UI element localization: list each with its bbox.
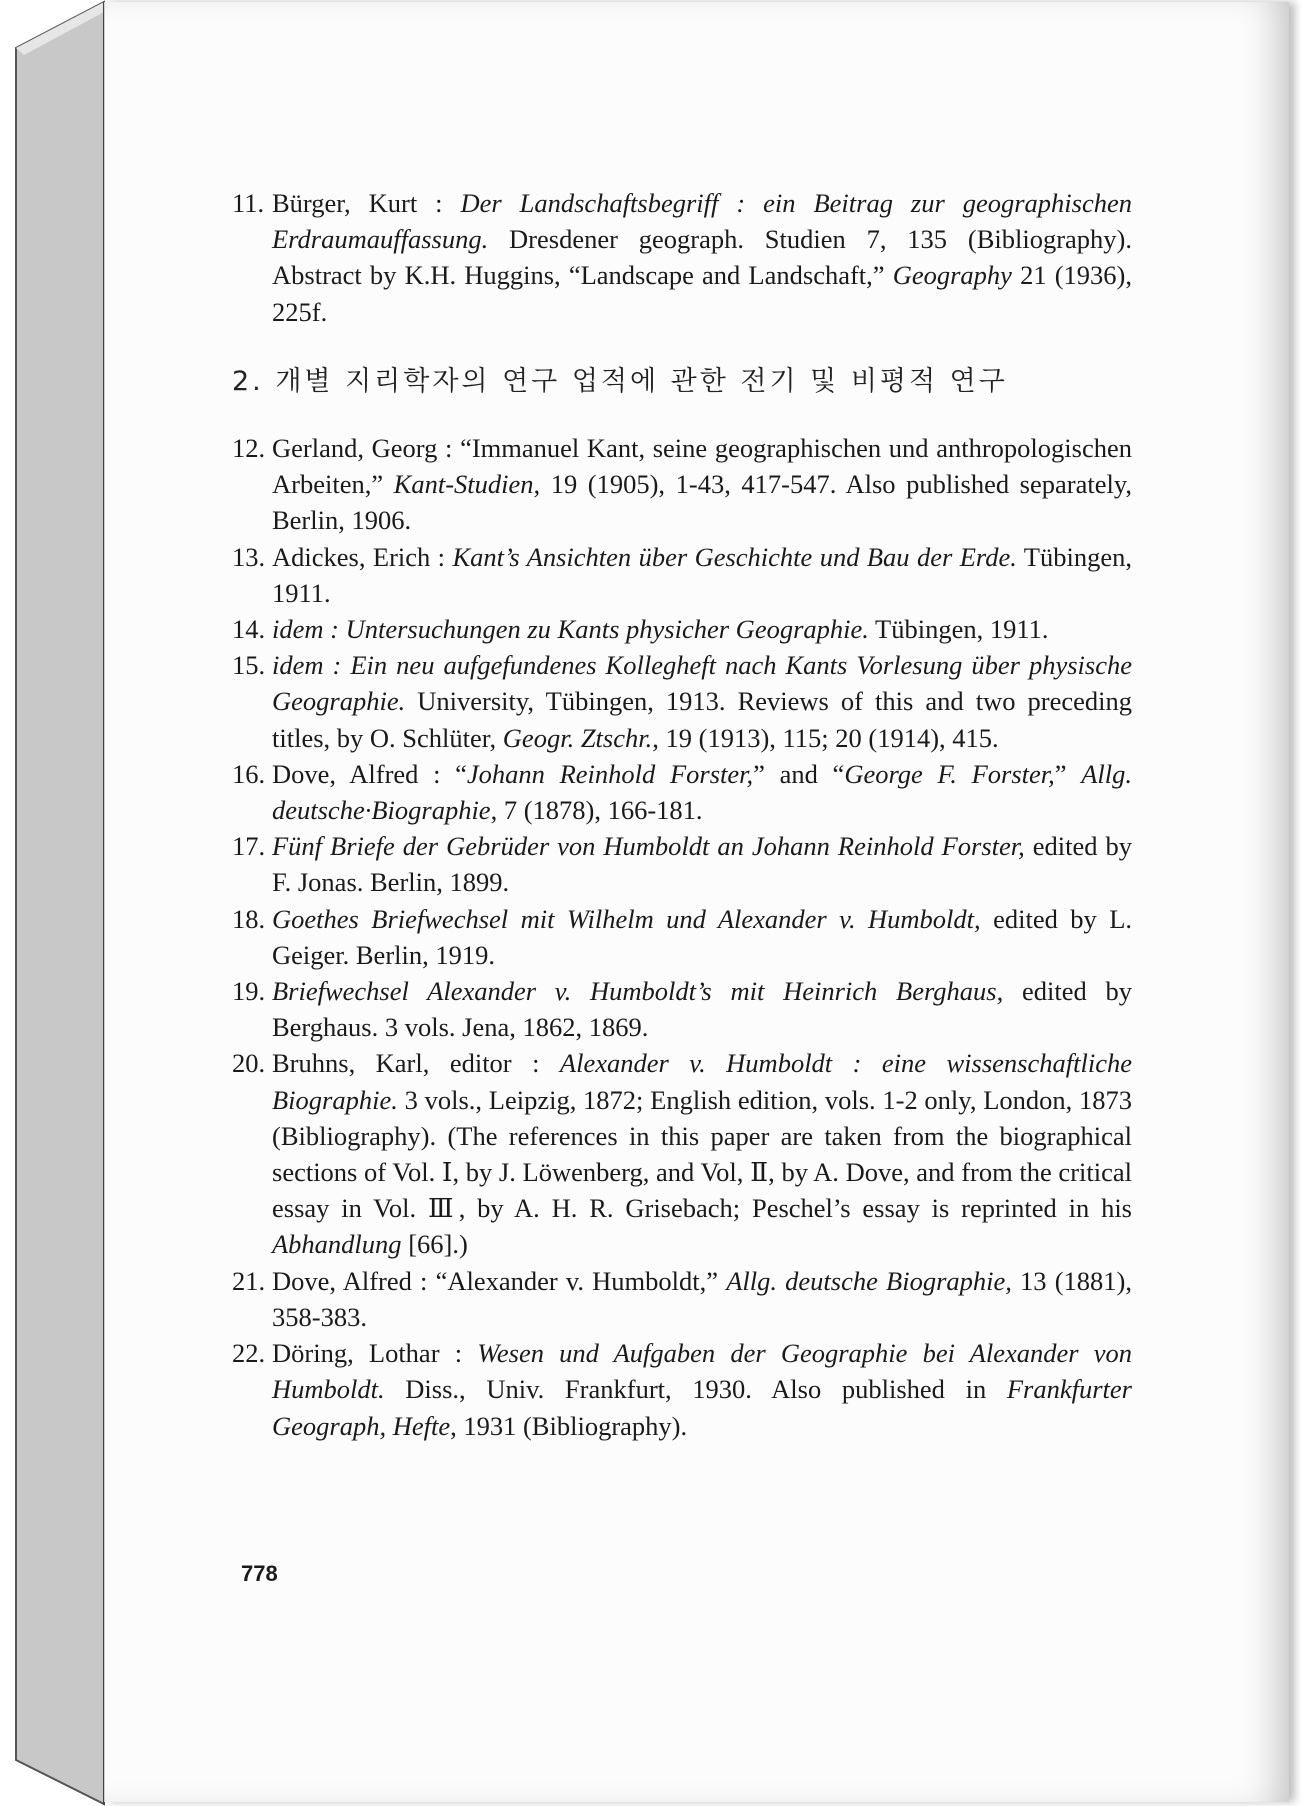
bibliography-entry: [232, 828, 1132, 900]
entry-number: 13.: [232, 541, 266, 572]
entry-text-segment: edited by F. Jonas. Berlin, 1899.: [272, 831, 1133, 898]
entry-number: 21.: [232, 1265, 266, 1296]
bibliography-list-part-2: [232, 430, 1132, 1444]
entry-number: 20.: [232, 1048, 266, 1079]
bibliography-entry: [232, 611, 1132, 647]
entry-title-italic: Kant-Studien,: [393, 469, 541, 500]
entry-title-italic: Allg. deutsche·Biographie: [272, 758, 1133, 826]
entry-number: 17.: [232, 831, 266, 862]
entry-text-segment: , 19 (1913), 115; 20 (1914), 415.: [652, 722, 999, 753]
section-heading: 2. 개별 지리학자의 연구 업적에 관한 전기 및 비평적 연구: [232, 365, 1008, 397]
entry-text-segment: 21 (1936), 225f.: [272, 260, 1133, 327]
entry-text: [272, 901, 1132, 973]
entry-text-segment: Dove, Alfred : “: [272, 758, 467, 789]
entry-number: 15.: [232, 650, 266, 681]
entry-text-segment: Dove, Alfred : “Alexander v. Humboldt,”: [272, 1265, 727, 1296]
entry-title-italic: Der Landschaftsbegriff : ein Beitrag zur geographischen Erdraumauffassung.: [272, 188, 1132, 255]
entry-number: 14.: [232, 614, 266, 645]
entry-title-italic: Geogr. Ztschr.: [502, 722, 653, 753]
entry-title-italic: Abhandlung: [272, 1229, 402, 1260]
bibliography-entry: [232, 1335, 1132, 1444]
entry-text: [272, 1045, 1132, 1262]
entry-text: [272, 611, 1132, 647]
entry-text: [272, 185, 1132, 330]
bibliography-entry: [232, 973, 1132, 1045]
entry-title-italic: Geography: [892, 260, 1012, 291]
entry-text-segment: , 7 (1878), 166-181.: [490, 795, 703, 826]
entry-text-segment: edited by Berghaus. 3 vols. Jena, 1862, 1869.: [272, 976, 1133, 1043]
entry-title-italic: Allg. deutsche Biographie,: [726, 1265, 1012, 1296]
bibliography-entry: [232, 756, 1132, 828]
entry-title-italic: Briefwechsel Alexander v. Humboldt’s mit Heinrich Berghaus,: [272, 976, 1004, 1007]
entry-title-italic: Frankfurter Geograph, Hefte: [272, 1374, 1132, 1441]
entry-text: [272, 756, 1132, 828]
bibliography-entry: [232, 185, 1132, 330]
entry-text-segment: Diss., Univ. Frankfurt, 1930. Also published in: [384, 1374, 1007, 1405]
entry-number: 11.: [232, 188, 265, 218]
entry-text-segment: 3 vols., Leipzig, 1872; English edition, vols. 1-2 only, London, 1873 (Bibliography). (The references in this paper are taken from the biographical sections of Vol. Ⅰ, by J. Löwenberg, and Vol, Ⅱ, by A. Dove, and from the critical essay in Vol. Ⅲ, by A. H. R. Grisebach; Peschel’s essay is reprinted in his: [272, 1084, 1132, 1224]
entry-text-segment: Bruhns, Karl, editor :: [272, 1048, 560, 1079]
entry-title-italic: Goethes Briefwechsel mit Wilhelm und Alexander v. Humboldt,: [272, 903, 981, 934]
entry-title-italic: George F. Forster,: [844, 758, 1055, 789]
entry-title-italic: Johann Reinhold Forster,: [466, 758, 754, 789]
entry-text-segment: , 1931 (Bibliography).: [450, 1410, 688, 1441]
entry-text-segment: Bürger, Kurt :: [272, 188, 461, 218]
entry-text-segment: Gerland, Georg : “Immanuel Kant, seine geographischen und anthropologischen Arbeiten,”: [272, 433, 1132, 500]
entry-number: 22.: [232, 1338, 266, 1369]
entry-text-segment: University, Tübingen, 1913. Reviews of this and two preceding titles, by O. Schlüter,: [272, 686, 1132, 753]
entry-text: [272, 973, 1132, 1045]
entry-text: [272, 1263, 1132, 1335]
bibliography-entry: [232, 901, 1132, 973]
entry-text-segment: 19 (1905), 1-43, 417-547. Also published separately, Berlin, 1906.: [272, 469, 1132, 536]
entry-text-segment: Adickes, Erich :: [272, 541, 453, 572]
entry-text-segment: Döring, Lothar :: [272, 1338, 478, 1369]
entry-text: [272, 1335, 1132, 1444]
entry-text: [272, 539, 1132, 611]
entry-text-segment: 13 (1881), 358-383.: [272, 1265, 1132, 1332]
entry-title-italic: idem : Untersuchungen zu Kants physicher Geographie.: [272, 614, 869, 645]
entry-number: 12.: [232, 433, 266, 464]
entry-number: 19.: [232, 976, 266, 1007]
entry-text: [272, 647, 1132, 756]
entry-title-italic: Alexander v. Humboldt : eine wissenschaftliche Biographie.: [272, 1048, 1132, 1115]
entry-text-segment: edited by L. Geiger. Berlin, 1919.: [272, 903, 1133, 970]
entry-title-italic: Kant’s Ansichten über Geschichte und Bau der Erde.: [452, 541, 1017, 572]
entry-text-segment: [66].): [401, 1229, 468, 1260]
entry-text: [272, 430, 1132, 539]
entry-text-segment: Tübingen, 1911.: [868, 614, 1049, 645]
entry-title-italic: Wesen und Aufgaben der Geographie bei Alexander von Humboldt.: [272, 1338, 1132, 1405]
bibliography-entry: [232, 430, 1132, 539]
entry-text-segment: Dresdener geograph. Studien 7, 135 (Bibliography). Abstract by K.H. Huggins, “Landscape and Landschaft,”: [272, 224, 1132, 291]
entry-title-italic: idem : Ein neu aufgefundenes Kollegheft nach Kants Vorlesung über physische Geographie.: [272, 650, 1132, 717]
entry-number: 18.: [232, 903, 266, 934]
page-body: [232, 185, 1132, 1444]
bibliography-entry: [232, 539, 1132, 611]
bibliography-entry: [232, 1045, 1132, 1262]
bibliography-list-part-1: [232, 185, 1132, 330]
entry-number: 16.: [232, 758, 266, 789]
page-number: 778: [241, 1561, 278, 1586]
entry-text-segment: ” and “: [753, 758, 845, 789]
bibliography-entry: [232, 1263, 1132, 1335]
entry-text-segment: ”: [1054, 758, 1082, 789]
bibliography-entry: [232, 647, 1132, 756]
entry-text-segment: Tübingen, 1911.: [272, 541, 1132, 608]
entry-title-italic: Fünf Briefe der Gebrüder von Humboldt an Johann Reinhold Forster,: [272, 831, 1025, 862]
entry-text: [272, 828, 1132, 900]
